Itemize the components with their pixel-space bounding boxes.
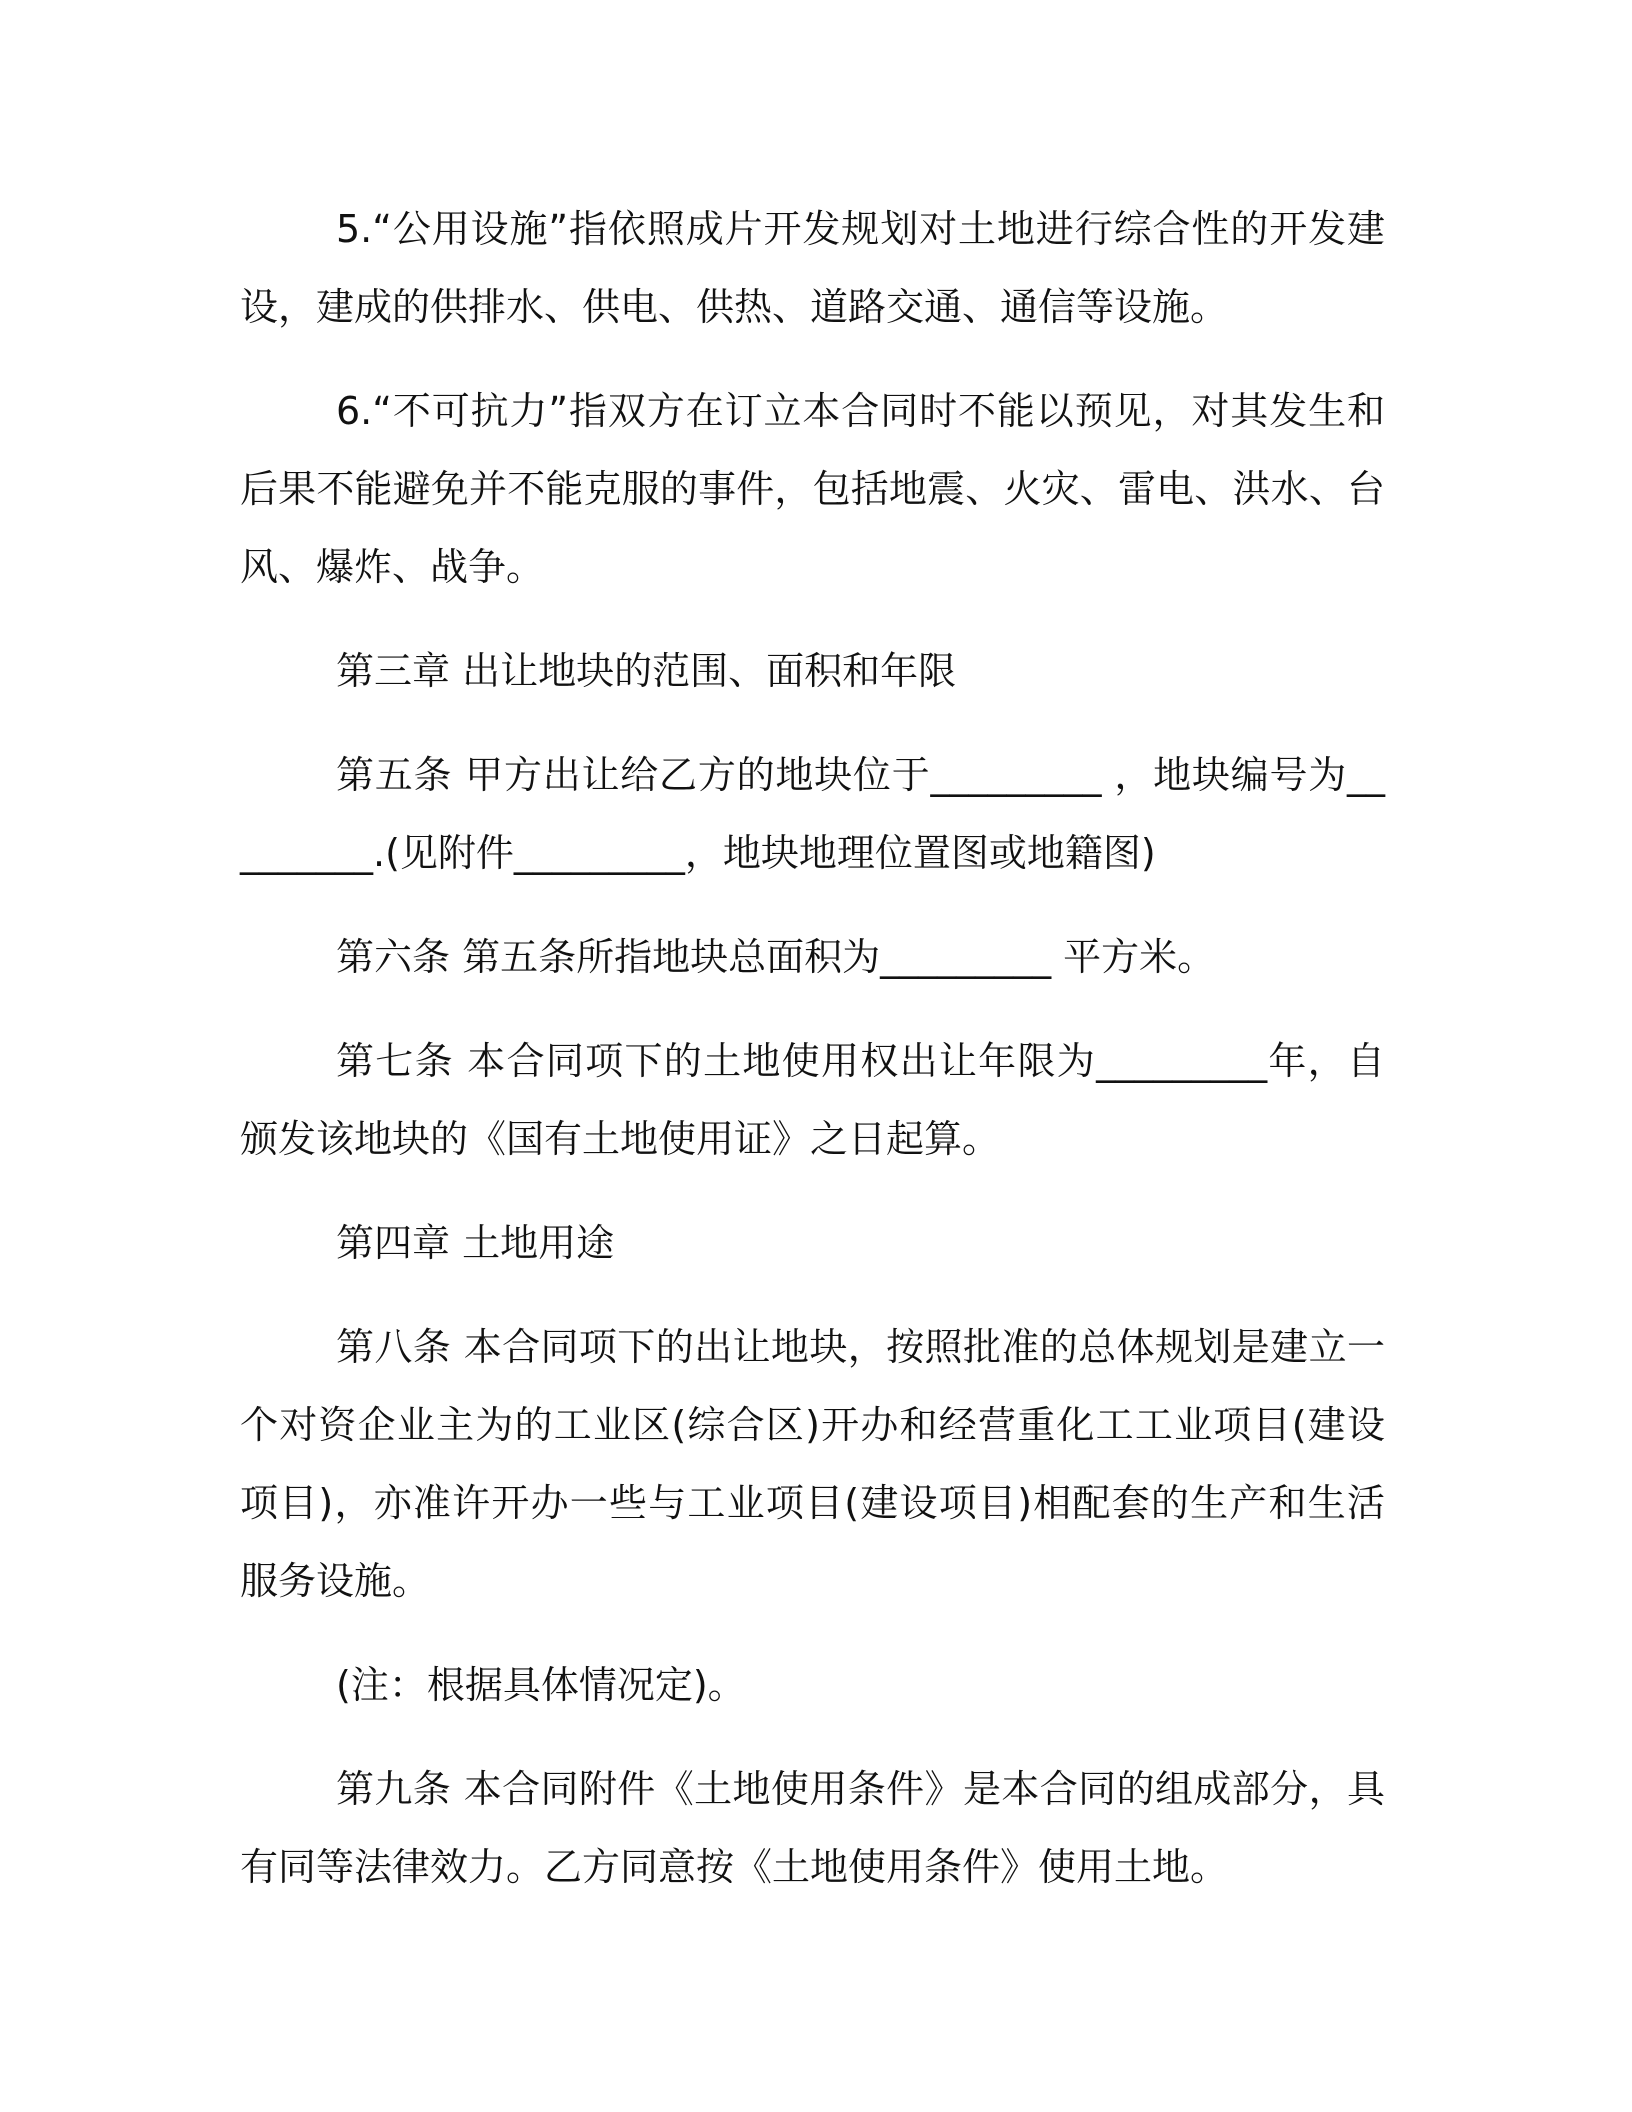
paragraph-definition-5: 5.“公用设施”指依照成片开发规划对土地进行综合性的开发建设，建成的供排水、供电、供热、道路交通、通信等设施。	[240, 207, 1385, 329]
article-9: 第九条 本合同附件《土地使用条件》是本合同的组成部分，具有同等法律效力。乙方同意按《土地使用条件》使用土地。	[240, 1767, 1385, 1889]
paragraph-definition-6: 6.“不可抗力”指双方在订立本合同时不能以预见，对其发生和后果不能避免并不能克服的事件，包括地震、火灾、雷电、洪水、台风、爆炸、战争。	[240, 389, 1385, 589]
document-body	[240, 190, 1385, 1932]
article-7: 第七条 本合同项下的土地使用权出让年限为_________年，自颁发该地块的《国有土地使用证》之日起算。	[240, 1039, 1385, 1161]
note-paragraph: (注：根据具体情况定)。	[336, 1663, 746, 1707]
article-5: 第五条 甲方出让给乙方的地块位于_________ ，地块编号为_________.(见附件_________，地块地理位置图或地籍图)	[240, 753, 1385, 875]
article-8: 第八条 本合同项下的出让地块，按照批准的总体规划是建立一个对资企业主为的工业区(综合区)开办和经营重化工工业项目(建设项目)，亦准许开办一些与工业项目(建设项目)相配套的生产和生活服务设施。	[240, 1325, 1385, 1603]
chapter-3-heading: 第三章 出让地块的范围、面积和年限	[336, 649, 957, 693]
chapter-4-heading: 第四章 土地用途	[336, 1221, 615, 1265]
article-6: 第六条 第五条所指地块总面积为_________ 平方米。	[336, 935, 1216, 979]
